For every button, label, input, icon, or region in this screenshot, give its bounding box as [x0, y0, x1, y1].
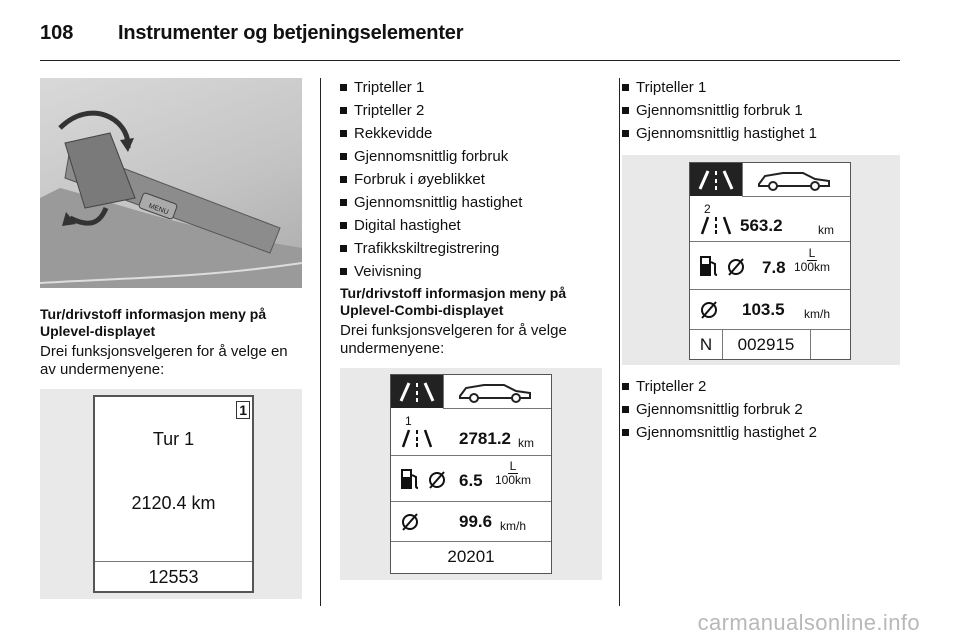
average-icon [427, 470, 447, 490]
col2-menu-list [340, 78, 602, 285]
list-item: Tripteller 2 [622, 377, 902, 400]
column-divider-right [619, 78, 620, 606]
list-item: Digital hastighet [340, 216, 602, 239]
list-item: Tripteller 1 [622, 78, 902, 101]
list-item: Gjennomsnittlig forbruk 1 [622, 101, 902, 124]
photo-menu-label: MENU [147, 202, 170, 217]
col2-paragraph: Drei funksjonsvelgeren for å velge undermenyene: [340, 322, 567, 357]
odometer-value: 20201 [447, 547, 495, 566]
watermark: carmanualsonline.info [697, 610, 920, 635]
odometer-row [391, 541, 551, 573]
combi-display-figure [340, 368, 602, 580]
list-item: Gjennomsnittlig forbruk [340, 147, 602, 170]
list-item: Forbruk i øyeblikket [340, 170, 602, 193]
col1-subheading: Tur/drivstoff informasjon meny på Uplevel-displayet [40, 306, 267, 339]
lane-icon [391, 375, 443, 408]
consumption-row [690, 241, 850, 290]
lane-icon [690, 163, 742, 196]
trip-distance: 2120.4 km [131, 493, 216, 513]
consumption-value: 6.5 [459, 471, 483, 490]
consumption-unit-top: L [509, 459, 517, 473]
uplevel-display [93, 395, 254, 593]
consumption-row [391, 455, 551, 502]
list-item: Gjennomsnittlig forbruk 2 [622, 400, 902, 423]
col3-menu-list-top [622, 78, 902, 147]
speed-unit: km/h [804, 307, 831, 321]
trip-unit: km [518, 436, 534, 450]
column-divider-left [320, 78, 321, 606]
column-1 [40, 78, 302, 599]
consumption-unit-bottom: 100km [794, 260, 831, 274]
list-item: Gjennomsnittlig hastighet 2 [622, 423, 902, 446]
col1-paragraph: Drei funksjonsvelgeren for å velge en av undermenyene: [40, 343, 288, 378]
list-item: Rekkevidde [340, 124, 602, 147]
stalk-photo [40, 78, 302, 288]
trip-lane-icon [399, 427, 439, 449]
trip-row [391, 409, 551, 455]
car-icon [444, 375, 550, 408]
average-speed-icon [699, 300, 719, 320]
speed-unit: km/h [500, 519, 527, 533]
average-icon [726, 257, 746, 277]
odometer-value: 002915 [722, 330, 811, 359]
combi-display-2 [689, 162, 851, 360]
page-title: Instrumenter og betjeningselementer [118, 21, 464, 44]
fuel-pump-icon [400, 467, 420, 491]
list-item: Tripteller 2 [340, 101, 602, 124]
trip-title: Tur 1 [152, 429, 195, 449]
page-header [40, 18, 463, 48]
gear-indicator: N [690, 330, 723, 359]
odometer-row [690, 329, 850, 359]
trip-index: 1 [405, 414, 412, 428]
stalk-illustration [40, 78, 302, 288]
trip-value: 563.2 [740, 216, 783, 235]
column-2 [340, 78, 602, 580]
average-speed-icon [400, 512, 420, 532]
consumption-unit [794, 247, 830, 274]
car-tab [742, 163, 850, 197]
speed-value: 99.6 [459, 512, 493, 531]
trip-index: 2 [704, 202, 711, 216]
lane-tab [690, 163, 742, 196]
list-item: Gjennomsnittlig hastighet [340, 193, 602, 216]
trip-row [690, 197, 850, 241]
odometer-value: 12553 [148, 567, 199, 587]
col3-menu-list-bottom [622, 377, 902, 446]
trip-indicator: 1 [236, 401, 250, 419]
lane-tab [391, 375, 443, 408]
trip-lane-icon [698, 214, 738, 236]
speed-row [690, 289, 850, 330]
speed-value: 103.5 [742, 300, 785, 319]
consumption-value: 7.8 [762, 258, 786, 277]
column-3 [622, 78, 902, 446]
uplevel-display-figure [40, 389, 302, 599]
combi-display-figure-2 [622, 155, 900, 365]
consumption-unit-top: L [808, 246, 816, 260]
fuel-pump-icon [699, 254, 719, 278]
trip-value: 2781.2 [459, 429, 511, 448]
list-item: Tripteller 1 [340, 78, 602, 101]
trip-unit: km [818, 223, 834, 237]
list-item: Trafikkskiltregistrering [340, 239, 602, 262]
consumption-unit-bottom: 100km [495, 473, 532, 487]
speed-row [391, 501, 551, 542]
combi-display [390, 374, 552, 574]
list-item: Gjennomsnittlig hastighet 1 [622, 124, 902, 147]
odometer-row [95, 561, 252, 592]
list-item: Veivisning [340, 262, 602, 285]
consumption-unit [495, 460, 531, 487]
page-number: 108 [40, 21, 74, 44]
car-tab [443, 375, 551, 409]
header-rule [40, 60, 900, 61]
car-icon [743, 163, 849, 196]
col2-subheading: Tur/drivstoff informasjon meny på Uplevel-Combi-displayet [340, 285, 567, 318]
